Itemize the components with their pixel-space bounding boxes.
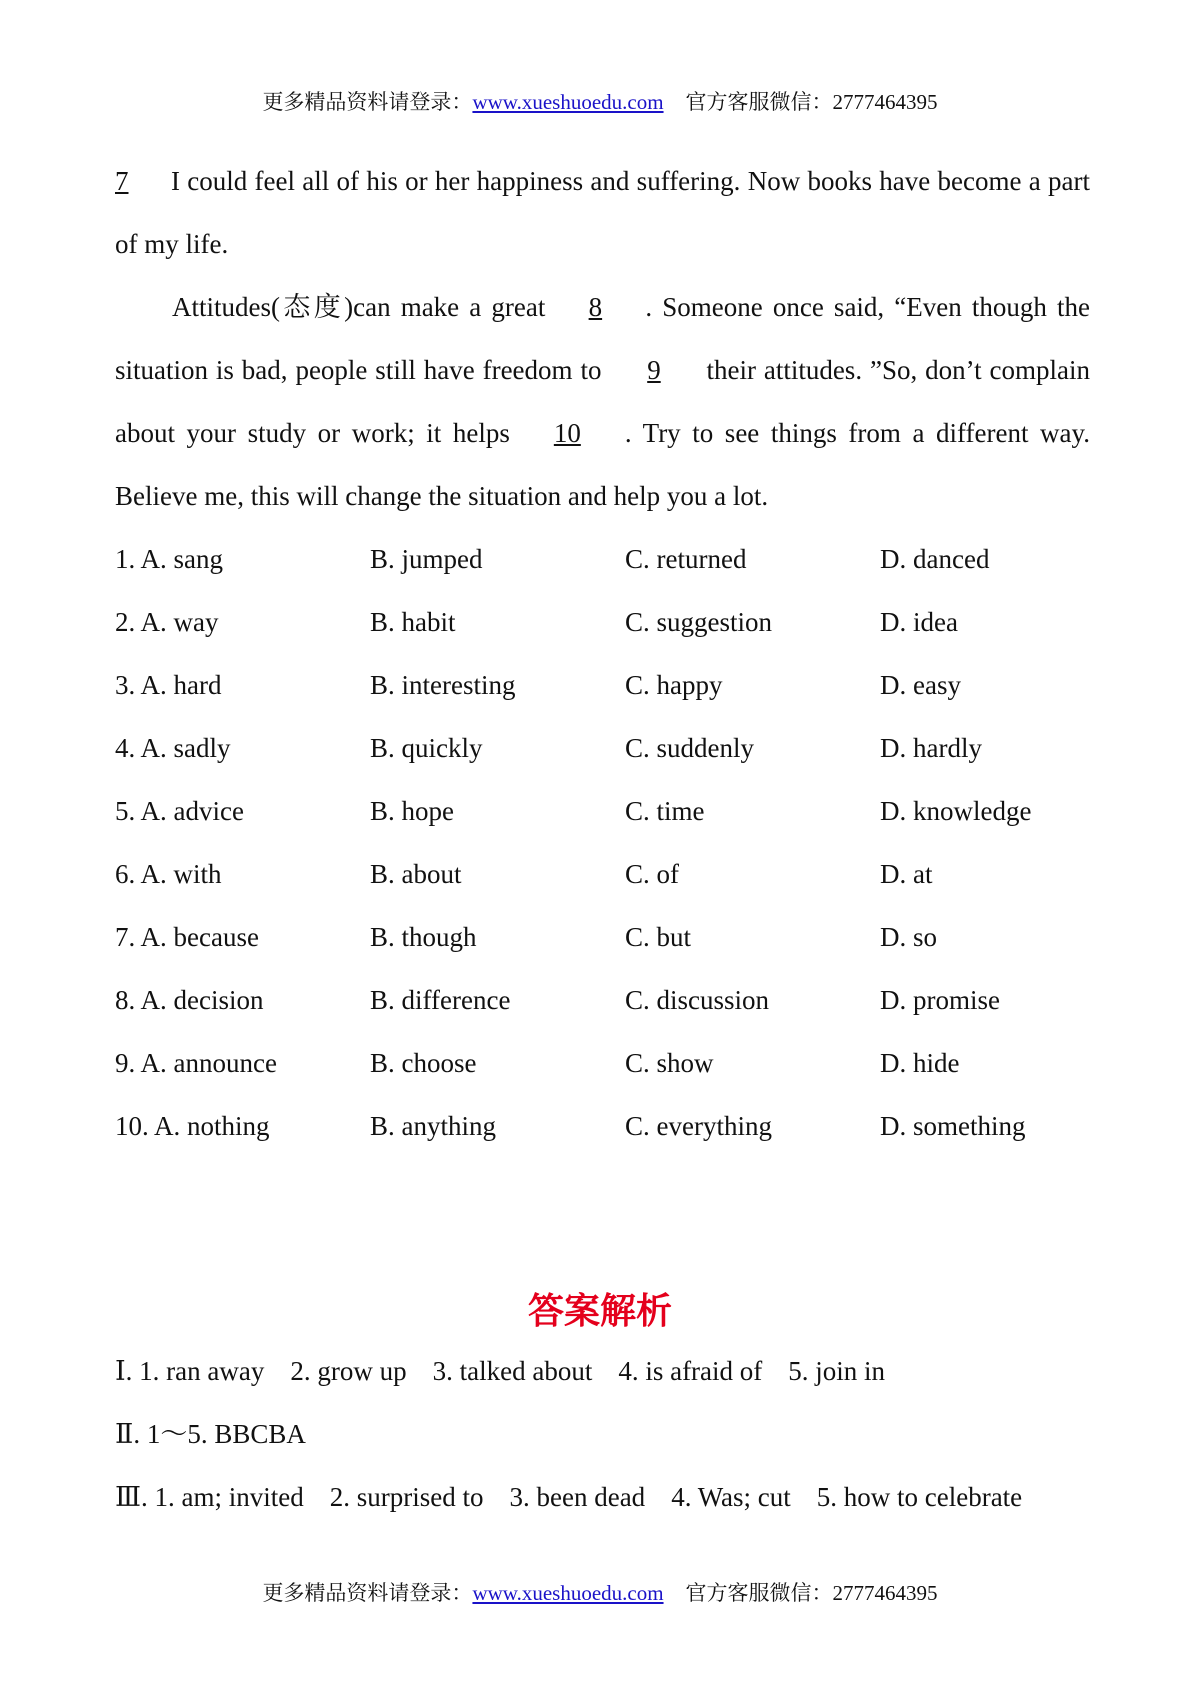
answer-item: 2. grow up bbox=[290, 1356, 407, 1386]
option-a: 8. A. decision bbox=[115, 985, 264, 1015]
option-d: D. promise bbox=[880, 985, 1000, 1015]
answer-row-3 bbox=[115, 1466, 1100, 1529]
passage-text-2a: Attitudes(态度)can make a great bbox=[172, 292, 546, 322]
passage-paragraph-2 bbox=[115, 276, 1090, 528]
header-site-link[interactable]: www.xueshuoedu.com bbox=[472, 90, 664, 114]
option-c: C. everything bbox=[625, 1111, 772, 1141]
option-a: 5. A. advice bbox=[115, 796, 244, 826]
answer-item: Ⅲ. 1. am; invited bbox=[115, 1482, 304, 1512]
passage-text-1: I could feel all of his or her happiness and suffering. Now books have become a part of my life. bbox=[115, 166, 1090, 259]
footer-prefix: 更多精品资料请登录： bbox=[262, 1581, 473, 1605]
option-c: C. time bbox=[625, 796, 705, 826]
option-c: C. suggestion bbox=[625, 607, 773, 637]
answer-item: 2. surprised to bbox=[329, 1482, 484, 1512]
page-footer bbox=[0, 1577, 1200, 1607]
option-a: 9. A. announce bbox=[115, 1048, 277, 1078]
answer-item: 5. join in bbox=[788, 1356, 886, 1386]
page-header bbox=[0, 86, 1200, 116]
answer-item: 5. how to celebrate bbox=[816, 1482, 1023, 1512]
option-c: C. happy bbox=[625, 670, 723, 700]
footer-site-link[interactable]: www.xueshuoedu.com bbox=[472, 1581, 664, 1605]
options-list bbox=[115, 528, 1090, 1158]
option-row bbox=[115, 1032, 1090, 1095]
exercise-content bbox=[115, 150, 1090, 1158]
answer-item: 3. talked about bbox=[432, 1356, 593, 1386]
option-row bbox=[115, 528, 1090, 591]
option-a: 2. A. way bbox=[115, 607, 219, 637]
option-a: 1. A. sang bbox=[115, 544, 223, 574]
option-b: B. anything bbox=[370, 1111, 496, 1141]
passage-text-2c: their attitudes. ”So, don’t complain about your study or work; it helps bbox=[115, 355, 1090, 448]
option-c: C. of bbox=[625, 859, 679, 889]
footer-wechat: 官方客服微信：2777464395 bbox=[685, 1581, 938, 1605]
option-a: 6. A. with bbox=[115, 859, 222, 889]
option-b: B. hope bbox=[370, 796, 454, 826]
answer-row-2 bbox=[115, 1403, 1100, 1466]
option-a: 10. A. nothing bbox=[115, 1111, 270, 1141]
option-b: B. quickly bbox=[370, 733, 483, 763]
option-row bbox=[115, 906, 1090, 969]
option-d: D. easy bbox=[880, 670, 961, 700]
option-d: D. hide bbox=[880, 1048, 960, 1078]
answer-item: 4. is afraid of bbox=[618, 1356, 763, 1386]
header-wechat: 官方客服微信：2777464395 bbox=[685, 90, 938, 114]
option-b: B. jumped bbox=[370, 544, 483, 574]
blank-10: 10 bbox=[553, 418, 581, 448]
option-b: B. interesting bbox=[370, 670, 516, 700]
option-c: C. returned bbox=[625, 544, 747, 574]
option-b: B. choose bbox=[370, 1048, 477, 1078]
blank-9: 9 bbox=[647, 355, 661, 385]
option-c: C. discussion bbox=[625, 985, 770, 1015]
answer-item: Ⅰ. 1. ran away bbox=[115, 1356, 265, 1386]
passage-text-2b: . Someone once said, “Even though the situation is bad, people still have freedom to bbox=[115, 292, 1090, 385]
option-row bbox=[115, 843, 1090, 906]
option-a: 3. A. hard bbox=[115, 670, 222, 700]
option-b: B. habit bbox=[370, 607, 456, 637]
option-row bbox=[115, 591, 1090, 654]
answer-item: Ⅱ. 1～5. BBCBA bbox=[115, 1419, 306, 1449]
option-d: D. hardly bbox=[880, 733, 982, 763]
option-c: C. suddenly bbox=[625, 733, 755, 763]
option-d: D. so bbox=[880, 922, 938, 952]
option-b: B. difference bbox=[370, 985, 511, 1015]
option-a: 7. A. because bbox=[115, 922, 259, 952]
option-row bbox=[115, 1095, 1090, 1158]
option-row bbox=[115, 969, 1090, 1032]
option-a: 4. A. sadly bbox=[115, 733, 231, 763]
option-d: D. knowledge bbox=[880, 796, 1032, 826]
blank-7: 7 bbox=[115, 166, 129, 196]
option-d: D. at bbox=[880, 859, 933, 889]
answer-row-1 bbox=[115, 1340, 1100, 1403]
answers-title: 答案解析 bbox=[527, 1291, 672, 1332]
option-d: D. danced bbox=[880, 544, 990, 574]
option-row bbox=[115, 717, 1090, 780]
option-row bbox=[115, 780, 1090, 843]
option-b: B. though bbox=[370, 922, 477, 952]
option-d: D. something bbox=[880, 1111, 1026, 1141]
option-c: C. show bbox=[625, 1048, 714, 1078]
passage-paragraph-1 bbox=[115, 150, 1090, 276]
option-row bbox=[115, 654, 1090, 717]
answers-section bbox=[115, 1340, 1100, 1529]
option-c: C. but bbox=[625, 922, 692, 952]
header-prefix: 更多精品资料请登录： bbox=[262, 90, 473, 114]
option-b: B. about bbox=[370, 859, 462, 889]
answer-item: 3. been dead bbox=[509, 1482, 646, 1512]
passage-text-2d: . Try to see things from a different way. Believe me, this will change the situation and help you a lot. bbox=[115, 418, 1090, 511]
blank-8: 8 bbox=[588, 292, 603, 322]
answer-item: 4. Was; cut bbox=[671, 1482, 791, 1512]
option-d: D. idea bbox=[880, 607, 958, 637]
